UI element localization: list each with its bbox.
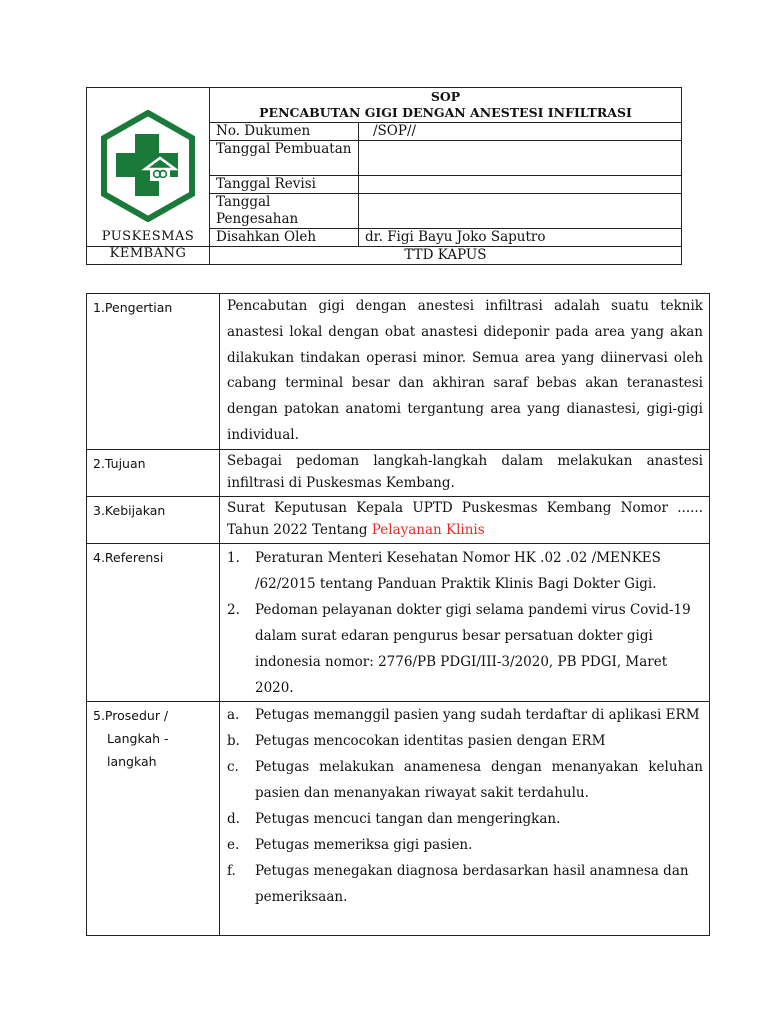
org-name-line1: PUSKESMAS [101, 229, 195, 244]
sop-title-cell [210, 88, 682, 123]
approved-by-value: dr. Figi Bayu Joko Saputro [359, 229, 682, 247]
list-item-text: Petugas mencocokan identitas pasien dengan ERM [255, 732, 606, 749]
created-date-value [359, 141, 682, 176]
kebijakan-highlight: Pelayanan Klinis [371, 521, 485, 538]
section-text-pengertian: Pencabutan gigi dengan anestesi infiltrasi adalah suatu teknik anastesi lokal dengan obat anastesi dideponir pada area yang akan dilakukan tindakan operasi minor. Semua area yang diinervasi oleh cabang terminal besar dan akhiran saraf bebas akan teranastesi dengan patokan anatomi tergantung area yang dianastesi, gigi-gigi individual. [220, 294, 710, 450]
list-marker: 1. [227, 549, 240, 566]
section-label-referensi: 4.Referensi [87, 543, 220, 701]
section-list-referensi [220, 543, 710, 701]
prosedur-label-line2: Langkah - [107, 730, 169, 746]
sop-header-table [86, 87, 682, 265]
section-label-tujuan: 2.Tujuan [87, 449, 220, 496]
list-item-text: Pedoman pelayanan dokter gigi selama pandemi virus Covid-19 dalam surat edaran pengurus besar persatuan dokter gigi indonesia nomor: 2776/PB PDGI/III-3/2020, PB PDGI, Maret 2020. [255, 601, 691, 696]
approval-date-label: Tanggal Pengesahan [210, 194, 359, 229]
approval-date-value [359, 194, 682, 229]
list-marker: a. [227, 706, 240, 723]
list-marker: b. [227, 732, 240, 749]
list-item [227, 832, 703, 858]
list-item [227, 806, 703, 832]
list-item [227, 754, 703, 806]
puskesmas-logo-icon [98, 110, 198, 222]
section-text-tujuan: Sebagai pedoman langkah-langkah dalam melakukan anastesi infiltrasi di Puskesmas Kembang. [220, 449, 710, 496]
created-date-label: Tanggal Pembuatan [210, 141, 359, 176]
list-item-text: Peraturan Menteri Kesehatan Nomor HK .02 .02 /MENKES /62/2015 tentang Panduan Praktik Klinis Bagi Dokter Gigi. [255, 549, 661, 592]
signature-label: TTD KAPUS [210, 247, 682, 265]
section-label-kebijakan: 3.Kebijakan [87, 496, 220, 543]
referensi-list [227, 545, 703, 701]
list-marker: d. [227, 810, 240, 827]
list-item-text: Petugas memeriksa gigi pasien. [255, 836, 473, 853]
section-label-pengertian: 1.Pengertian [87, 294, 220, 450]
list-item [227, 858, 703, 910]
revision-date-value [359, 176, 682, 194]
kebijakan-text: Surat Keputusan Kepala UPTD Puskesmas Kembang Nomor ...... Tahun 2022 Tentang [227, 499, 703, 538]
doc-number-value: /SOP// [359, 123, 682, 141]
list-item [227, 545, 703, 597]
logo-cell [87, 88, 210, 247]
section-label-prosedur [87, 701, 220, 935]
sop-label: SOP [430, 89, 461, 104]
list-item [227, 597, 703, 701]
prosedur-list [227, 702, 703, 910]
section-list-prosedur [220, 701, 710, 935]
list-item-text: Petugas mencuci tangan dan mengeringkan. [255, 810, 561, 827]
list-marker: c. [227, 758, 239, 775]
prosedur-label-line3: langkah [107, 753, 157, 769]
approved-by-label: Disahkan Oleh [210, 229, 359, 247]
doc-number-label: No. Dukumen [210, 123, 359, 141]
section-text-kebijakan [220, 496, 710, 543]
list-marker: 2. [227, 601, 240, 618]
list-item [227, 702, 703, 728]
list-marker: e. [227, 836, 240, 853]
sop-body-table [86, 293, 710, 936]
org-name-cell [87, 229, 210, 265]
list-marker: f. [227, 862, 236, 879]
org-name-line2: KEMBANG [109, 246, 187, 261]
sop-title: PENCABUTAN GIGI DENGAN ANESTESI INFILTRASI [259, 105, 632, 120]
list-item-text: Petugas menegakan diagnosa berdasarkan hasil anamnesa dan pemeriksaan. [255, 862, 689, 905]
list-item-text: Petugas memanggil pasien yang sudah terdaftar di aplikasi ERM [255, 706, 700, 723]
revision-date-label: Tanggal Revisi [210, 176, 359, 194]
list-item [227, 728, 703, 754]
list-item-text: Petugas melakukan anamenesa dengan menanyakan keluhan pasien dan menanyakan riwayat sakit terdahulu. [255, 758, 703, 801]
prosedur-label-line1: 5.Prosedur / [93, 707, 169, 723]
